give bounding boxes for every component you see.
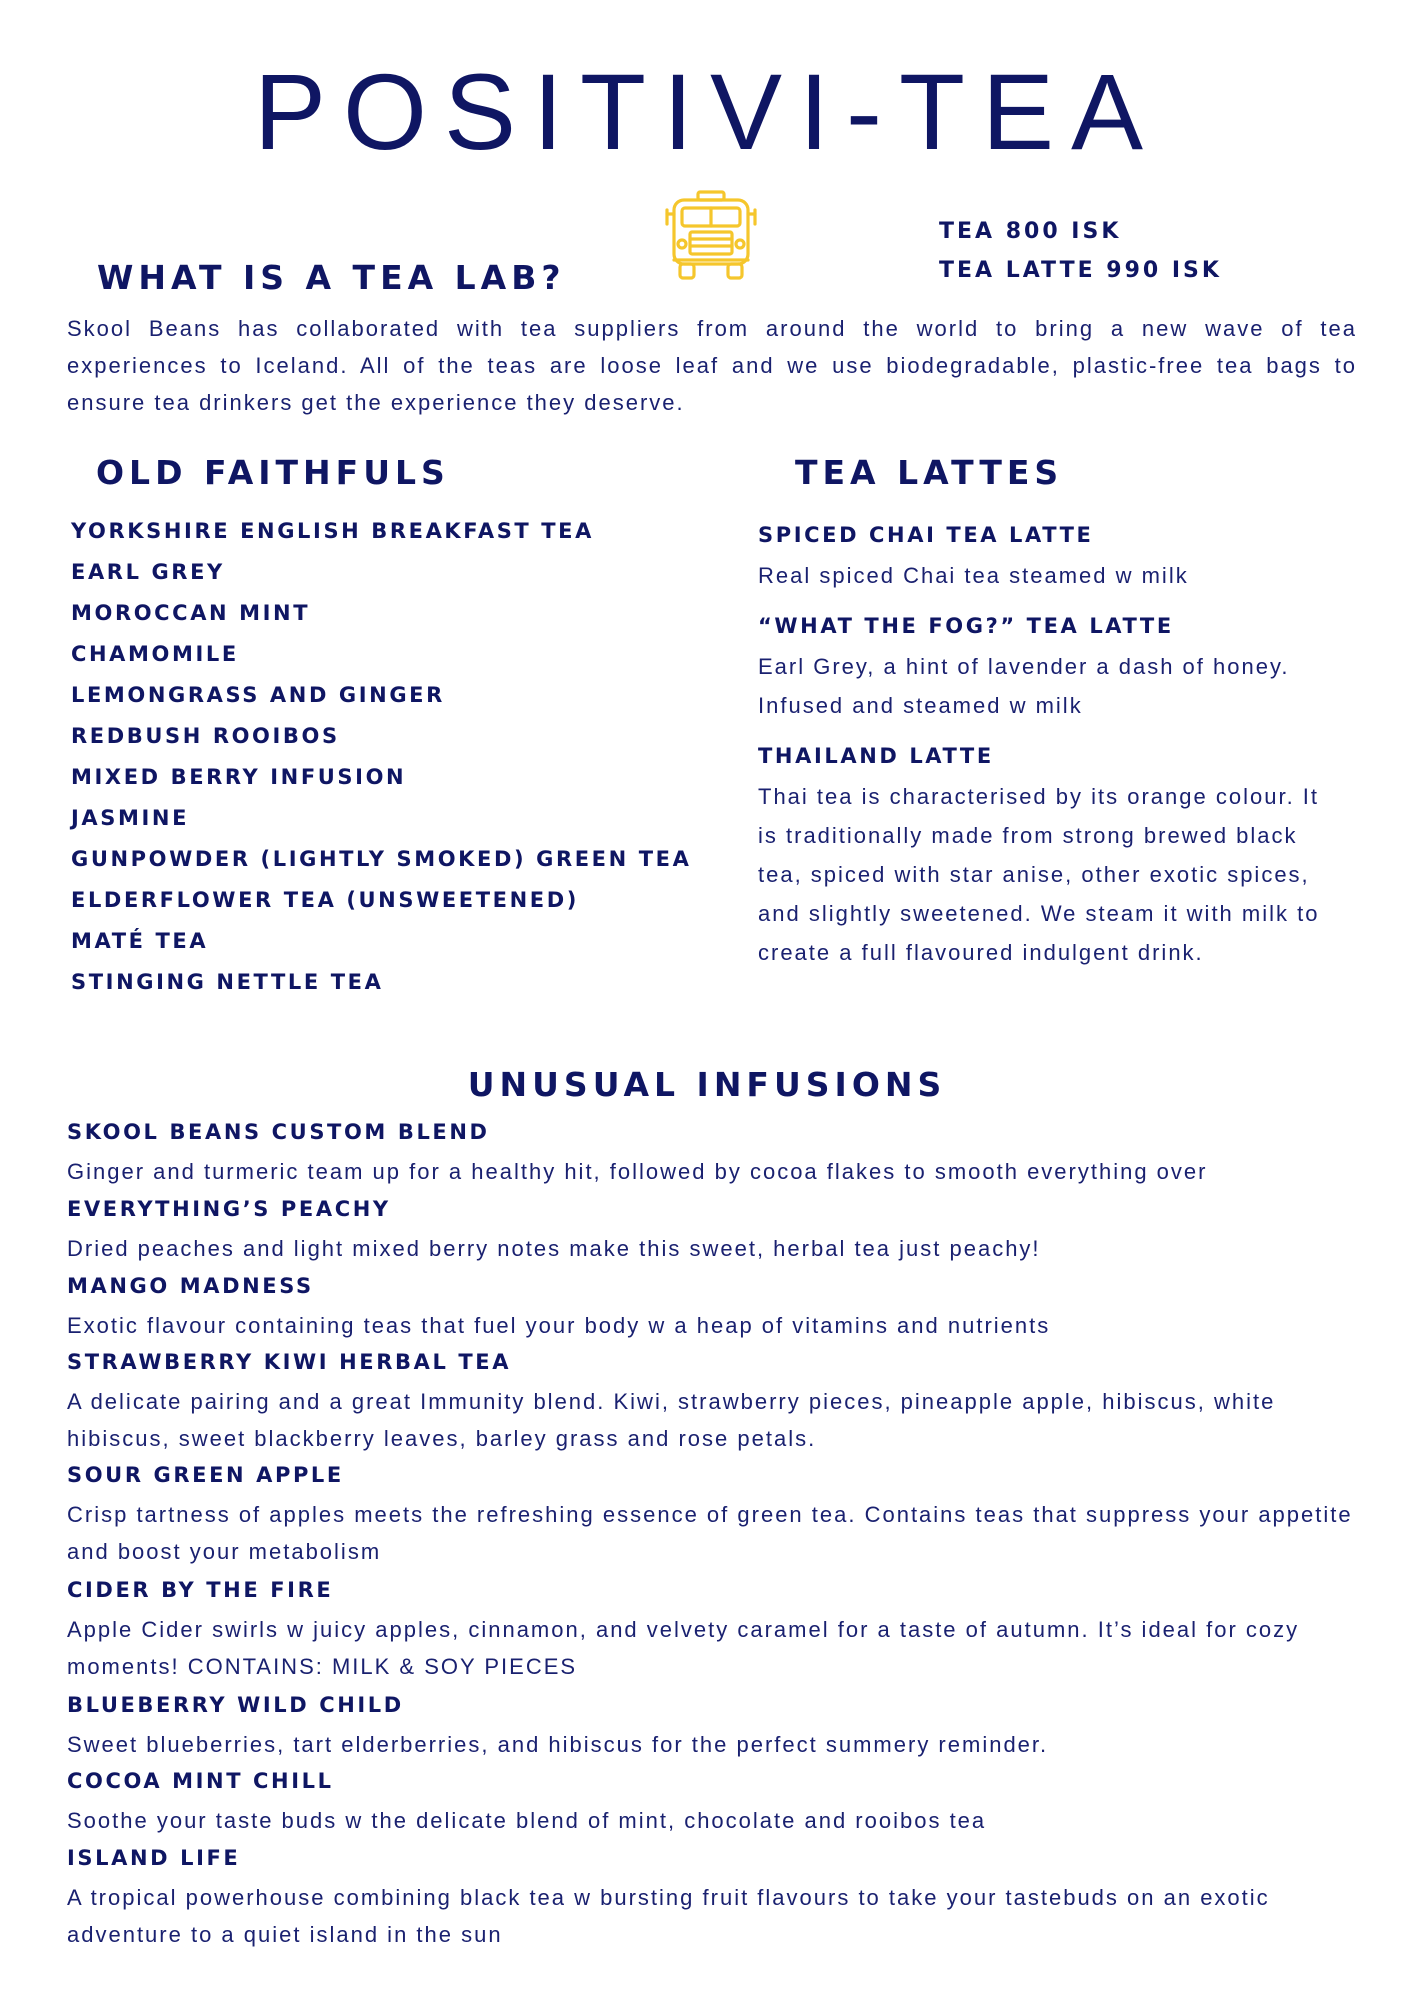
list-item: EARL GREY (71, 560, 225, 584)
infusion-name: SOUR GREEN APPLE (67, 1463, 344, 1487)
infusion-description: Sweet blueberries, tart elderberries, and hibiscus for the perfect summery reminder. (67, 1732, 1049, 1757)
old-faithfuls-list (71, 521, 691, 1013)
infusion-description: A delicate pairing and a great Immunity blend. Kiwi, strawberry pieces, pineapple apple, hibiscus, white hibiscus, sweet blackberry leaves, barley grass and rose petals. (67, 1389, 1276, 1451)
unusual-infusions-heading: UNUSUAL INFUSIONS (467, 1065, 947, 1104)
infusion-item (67, 1695, 1367, 1763)
infusion-description: Ginger and turmeric team up for a healthy hit, followed by cocoa flakes to smooth everything over (67, 1159, 1208, 1184)
latte-description: Thai tea is characterised by its orange colour. It is traditionally made from strong brewed black tea, spiced with star anise, other exotic spices, and slightly sweetened. We steam it with milk to create a full flavoured indulgent drink. (758, 784, 1320, 965)
latte-item (758, 746, 1328, 972)
infusion-name: COCOA MINT CHILL (67, 1769, 334, 1793)
latte-name: THAILAND LATTE (758, 744, 994, 768)
intro-heading: WHAT IS A TEA LAB? (97, 258, 566, 297)
infusion-name: EVERYTHING’S PEACHY (67, 1197, 391, 1221)
infusion-name: ISLAND LIFE (67, 1846, 241, 1870)
list-item: YORKSHIRE ENGLISH BREAKFAST TEA (71, 519, 594, 543)
list-item: ELDERFLOWER TEA (UNSWEETENED) (71, 888, 579, 912)
infusion-item (67, 1199, 1367, 1267)
list-item: GUNPOWDER (LIGHTLY SMOKED) GREEN TEA (71, 847, 692, 871)
tea-lattes-heading: TEA LATTES (795, 453, 1064, 492)
infusion-name: SKOOL BEANS CUSTOM BLEND (67, 1120, 490, 1144)
latte-description: Earl Grey, a hint of lavender a dash of honey. Infused and steamed w milk (758, 654, 1290, 718)
list-item: MIXED BERRY INFUSION (71, 765, 407, 789)
list-item: CHAMOMILE (71, 642, 239, 666)
school-bus-icon (664, 190, 758, 282)
infusion-description: A tropical powerhouse combining black tea w bursting fruit flavours to take your tastebuds on an exotic adventure to a quiet island in the sun (67, 1885, 1270, 1947)
latte-item (758, 525, 1338, 595)
infusion-item (67, 1122, 1367, 1190)
infusion-description: Dried peaches and light mixed berry notes make this sweet, herbal tea just peachy! (67, 1236, 1041, 1261)
infusion-name: CIDER BY THE FIRE (67, 1578, 334, 1602)
infusion-name: MANGO MADNESS (67, 1274, 314, 1298)
infusion-description: Crisp tartness of apples meets the refreshing essence of green tea. Contains teas that suppress your appetite and boost your metabolism (67, 1502, 1353, 1564)
infusion-description: Exotic flavour containing teas that fuel your body w a heap of vitamins and nutrients (67, 1313, 1051, 1338)
list-item: LEMONGRASS AND GINGER (71, 683, 445, 707)
old-faithfuls-heading: OLD FAITHFULS (96, 453, 450, 492)
list-item: JASMINE (71, 806, 190, 830)
infusion-item (67, 1465, 1367, 1570)
infusion-description: Apple Cider swirls w juicy apples, cinnamon, and velvety caramel for a taste of autumn. It’s ideal for cozy moments! CONTAINS: MILK & SOY PIECES (67, 1617, 1300, 1679)
infusion-description: Soothe your taste buds w the delicate blend of mint, chocolate and rooibos tea (67, 1808, 987, 1833)
list-item: MATÉ TEA (71, 929, 209, 953)
latte-name: “WHAT THE FOG?” TEA LATTE (758, 614, 1174, 638)
infusion-item (67, 1276, 1367, 1344)
latte-description: Real spiced Chai tea steamed w milk (758, 563, 1189, 588)
infusion-item (67, 1352, 1367, 1457)
infusion-item (67, 1771, 1367, 1839)
list-item: STINGING NETTLE TEA (71, 970, 384, 994)
latte-name: SPICED CHAI TEA LATTE (758, 523, 1094, 547)
page-title: POSITIVI-TEA (253, 51, 1161, 172)
list-item: REDBUSH ROOIBOS (71, 724, 340, 748)
latte-item (758, 616, 1298, 725)
infusion-item (67, 1848, 1367, 1953)
tea-price: TEA 800 ISK (939, 219, 1122, 244)
tea-latte-price: TEA LATTE 990 ISK (939, 258, 1222, 283)
infusion-name: BLUEBERRY WILD CHILD (67, 1693, 404, 1717)
intro-text: Skool Beans has collaborated with tea suppliers from around the world to bring a new wave of tea experiences to Iceland. All of the teas are loose leaf and we use biodegradable, plastic-free tea bags to ensure tea drinkers get the experience they deserve. (67, 316, 1357, 415)
infusion-item (67, 1580, 1367, 1685)
list-item: MOROCCAN MINT (71, 601, 311, 625)
infusion-name: STRAWBERRY KIWI HERBAL TEA (67, 1350, 512, 1374)
